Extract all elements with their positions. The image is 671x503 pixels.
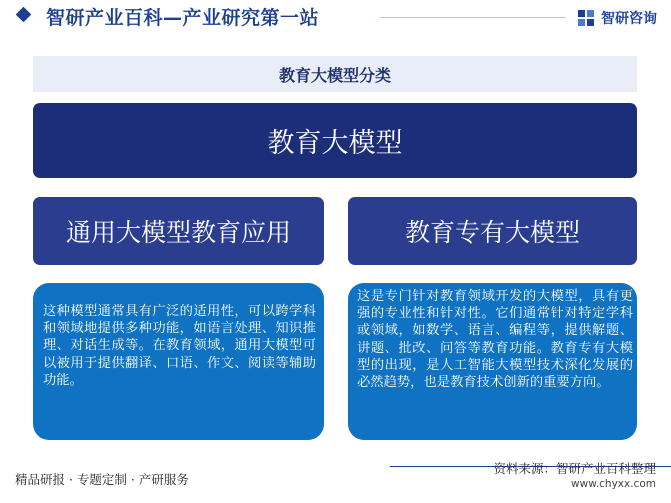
header: [0, 0, 671, 34]
branch-label-specialized: 教育专有大模型: [404, 218, 580, 247]
branch-label-general: 通用大模型教育应用: [65, 218, 291, 247]
root-node: [33, 103, 637, 178]
root-node-label: 教育大模型: [267, 128, 403, 159]
page-title: 教育大模型分类: [278, 65, 391, 85]
brand[interactable]: [577, 8, 657, 28]
header-title: 智研产业百科—产业研究第一站: [46, 7, 320, 29]
brand-logo-icon: [577, 9, 595, 27]
description-box-general: [33, 283, 324, 440]
footer-source: 资料来源：智研产业百科整理: [493, 461, 656, 476]
brand-name: 智研咨询: [601, 11, 657, 27]
footer-tagline: 精品研报 · 专题定制 · 产研服务: [15, 472, 189, 487]
branch-node-specialized: [348, 197, 637, 265]
header-divider: [380, 17, 565, 18]
diagram-title-bar: [33, 56, 637, 92]
footer-url[interactable]: www.chyxx.com: [571, 478, 656, 490]
diamond-icon: [16, 7, 32, 23]
description-text-specialized: 这是专门针对教育领域开发的大模型，具有更强的专业性和针对性。它们通常针对特定学科或领域，如数学、语言、编程等，提供解题、讲题、批改、问答等教育功能。教育专有大模型的出现，是人工智能大模型技术深化发展的必然趋势，也是教育技术创新的重要方向。: [357, 289, 633, 391]
description-box-specialized: [348, 283, 637, 440]
description-text-general: 这种模型通常具有广泛的适用性，可以跨学科和领域地提供多种功能，如语言处理、知识推理、对话生成等。在教育领域，通用大模型可以被用于提供翻译、口语、作文、阅读等辅助功能。: [43, 304, 316, 388]
branch-node-general: [33, 197, 324, 265]
